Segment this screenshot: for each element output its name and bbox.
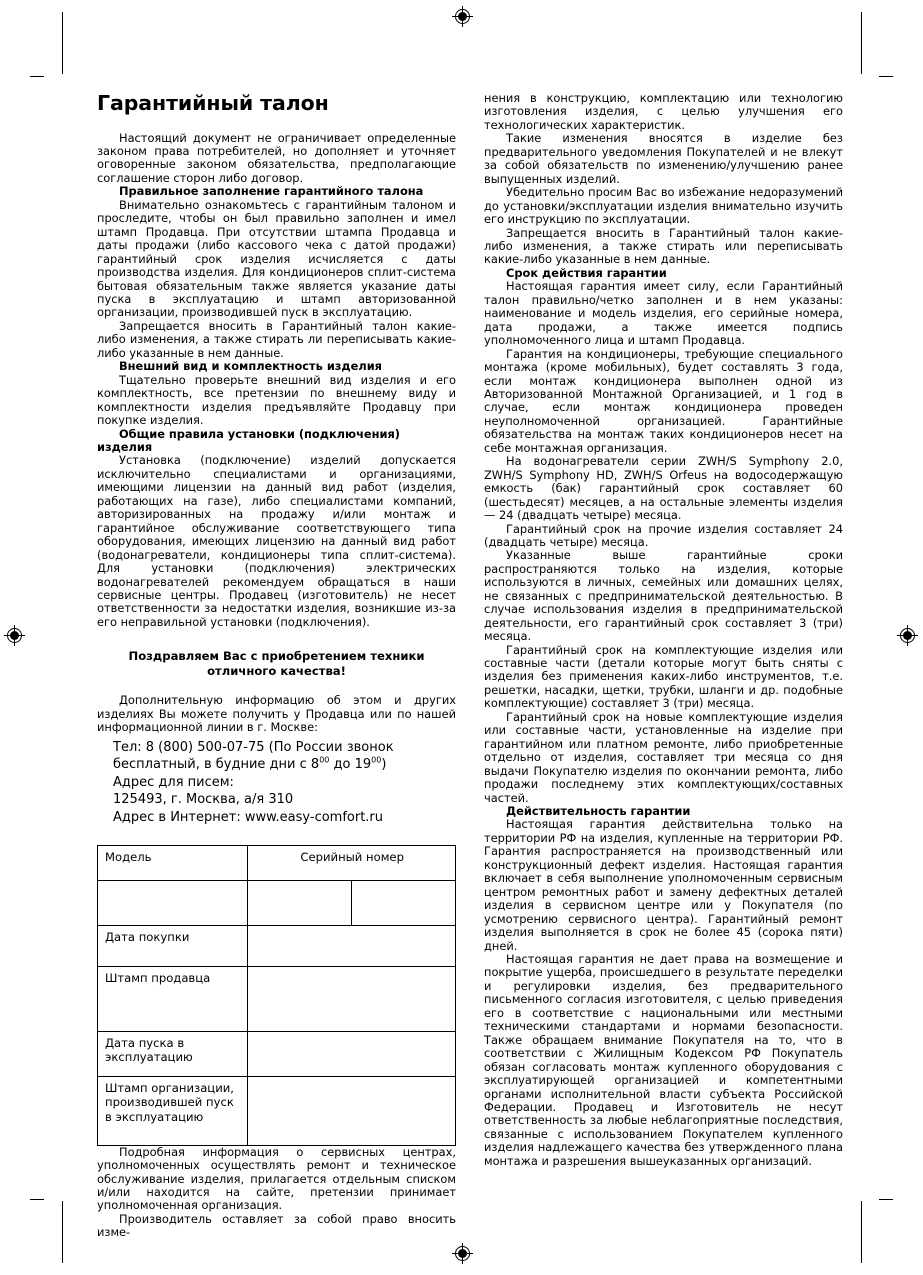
registration-target-mark-top [452, 6, 473, 27]
cell-org-stamp-value[interactable] [248, 1076, 456, 1145]
section-heading-appearance-completeness: Внешний вид и комплектность изделия [119, 359, 382, 374]
service-centers-paragraph: Подробная информация о сервисных центрах, уполномоченных осуществлять ремонт и техническое обслуживание изделия, прилагается отдельным списком и/или находится на сайте, претензии принимает уполномоченная организация. [97, 1144, 456, 1213]
cell-serial-value-a[interactable] [248, 880, 352, 925]
crop-mark-top-right-horizontal [879, 76, 893, 77]
congratulations-line-2: отличного качества! [207, 663, 346, 678]
cell-model-value[interactable] [98, 880, 248, 925]
registration-ring [7, 628, 22, 643]
right-paragraph-2: Такие изменения вносятся в изделие без предварительного уведомления Покупателей и не влекут за собой обязательств по изменению/улучшению ранее выпущенных изделий. [484, 131, 843, 186]
crop-mark-bottom-right-vertical [861, 1201, 862, 1263]
section-4-paragraph-7: Гарантийный срок на новые комплектующие изделия или составные части, установленные на изделие при гарантийном или платном ремонте, либо приобретенные отдельно от изделия, составляет три месяца со дня выдачи Покупателю изделия по окончании ремонта, либо продажи последнему этих комплектующих/составных частей. [484, 709, 843, 805]
registration-crosshair-horizontal [4, 635, 25, 636]
page-columns [97, 92, 843, 1240]
phone-hours-prefix: бесплатный, в будние дни с 8 [113, 757, 320, 773]
crop-mark-bottom-left-horizontal [30, 1199, 44, 1200]
section-5-paragraph-2: Настоящая гарантия не дает права на возмещение и покрытие ущерба, происшедшего в результате переделки и регулировки изделия, без предварительного письменного согласия изготовителя, с целью приведения его в соответствие с национальными или местными техническими стандартами и нормами безопасности. Также обращаем внимание Покупателя на то, что в соответствии с Жилищным Кодексом РФ Покупатель обязан согласовать монтаж купленного оборудования с эксплуатирующей организацией и компетентными органами исполнительной власти субъекта Российской Федерации. Продавец и Изготовитель не несут ответственность за любые неблагоприятные последствия, связанные с использованием Покупателем купленного изделия надлежащего качества без утвержденного плана монтажа и разрешения вышеуказанных организаций. [484, 952, 843, 1168]
phone-line-2 [113, 756, 456, 774]
table-row-purchase-date [98, 925, 456, 966]
table-row-org-stamp [98, 1076, 456, 1145]
warranty-form-table [97, 845, 456, 1146]
section-4-paragraph-5: Указанные выше гарантийные сроки распространяются только на изделия, которые используются в личных, семейных или домашних целях, не связанных с предпринимательской деятельностью. В случае использования изделия в предпринимательской деятельности, его гарантийный срок составляет 3 (три) месяца. [484, 548, 843, 644]
section-heading-installation-rules: Общие правила установки (подключения) изделия [97, 426, 401, 454]
registration-dot [458, 1249, 467, 1258]
table-row-model-serial-values [98, 880, 456, 925]
mail-address-value: 125493, г. Москва, а/я 310 [113, 792, 294, 808]
section-4-paragraph-1: Настоящая гарантия имеет силу, если Гарантийный талон правильно/четко заполнен и в нем указаны: наименование и модель изделия, его серийные номера, дата продажи, а также имеется подпись уполномоченного лица и штамп Продавца. [484, 279, 843, 348]
table-row-seller-stamp [98, 966, 456, 1031]
section-heading-correct-filling: Правильное заполнение гарантийного талона [119, 184, 424, 199]
crop-mark-bottom-right-horizontal [879, 1199, 893, 1200]
registration-crosshair-horizontal [897, 635, 918, 636]
contact-details [97, 739, 456, 827]
section-4-paragraph-2: Гарантия на кондиционеры, требующие специального монтажа (кроме мобильных), будет составлять 3 года, если монтаж кондиционера выполнен одной из Авторизованной Монтажной Организацией, и 1 год в случае, если монтаж кондиционера проведен неуполномоченной организацией. Гарантийные обязательства на монтаж таких кондиционеров несет на себе монтажная организация. [484, 346, 843, 455]
section-4-paragraph-6: Гарантийный срок на комплектующие изделия или составные части (детали которые могут быть сняты с изделия без применения каких-либо инструментов, т.е. решетки, насадки, щетки, трубки, шланги и др. подобные комплектующие) составляет 3 (три) месяца. [484, 642, 843, 711]
registration-crosshair-vertical [907, 625, 908, 646]
registration-ring [455, 9, 470, 24]
congratulations-line-1: Поздравляем Вас с приобретением техники [128, 649, 425, 664]
cell-seller-stamp-value[interactable] [248, 966, 456, 1031]
registration-crosshair-vertical [14, 625, 15, 646]
registration-ring [455, 1246, 470, 1261]
cell-serial-value-b[interactable] [352, 880, 456, 925]
section-heading-warranty-period: Срок действия гарантии [506, 265, 667, 280]
registration-crosshair-horizontal [452, 1253, 473, 1254]
intro-paragraph: Настоящий документ не ограничивает определенные законом права потребителей, но дополняет и уточняет оговоренные законом обязательства, предполагающие соглашение сторон либо договор. [97, 130, 456, 185]
right-paragraph-4: Запрещается вносить в Гарантийный талон какие-либо изменения, а также стирать или переписывать какие-либо указанные в нем данные. [484, 225, 843, 267]
crop-mark-top-left-vertical [62, 12, 63, 74]
cell-purchase-date-label: Дата покупки [98, 925, 248, 966]
section-3-paragraph-1: Установка (подключение) изделий допускается исключительно специалистами и организациями, имеющими лицензии на данный вид работ (изделия, работающих на газе), либо специалистами компаний, авторизированных на продажу и/или монтаж и гарантийное обслуживание соответствующего типа оборудования, имеющих лицензию на данный вид работ (водонагреватели, кондиционеры типа сплит-система). Для установки (подключения) электрических водонагревателей рекомендуем обращаться в наши сервисные центры. Продавец (изготовитель) не несет ответственности за недостатки изделия, возникшие из-за его неправильной установки (подключения). [97, 453, 456, 629]
cell-start-date-value[interactable] [248, 1031, 456, 1076]
section-1-paragraph-2: Запрещается вносить в Гарантийный талон какие-либо изменения, а также стирать ли переписывать какие-либо указанные в нем данные. [97, 318, 456, 360]
phone-hours-mid: до 19 [329, 757, 372, 773]
section-heading-warranty-validity: Действительность гарантии [506, 804, 691, 819]
registration-crosshair-vertical [462, 6, 463, 27]
additional-info-paragraph: Дополнительную информацию об этом и других изделиях Вы можете получить у Продавца или по нашей информационной линии в г. Москве: [97, 693, 456, 735]
crop-mark-top-left-horizontal [30, 76, 44, 77]
table-row-start-date [98, 1031, 456, 1076]
cell-org-stamp-label: Штамп организации, производившей пуск в эксплуатацию [98, 1076, 248, 1145]
manufacturer-changes-paragraph-continued: нения в конструкцию, комплектацию или технологию изготовления изделия, с целью улучшения его технологических характеристик. [484, 91, 843, 132]
congratulations-block [97, 649, 456, 678]
table-row-model-serial [98, 845, 456, 880]
registration-crosshair-horizontal [452, 16, 473, 17]
left-column [97, 92, 456, 1240]
section-4-paragraph-3: На водонагреватели серии ZWH/S Symphony 2.0, ZWH/S Symphony HD, ZWH/S Orfeus на водосодержащую емкость (бак) гарантийный срок составляет 60 (шестьдесят) месяцев, а на остальные элементы изделия — 24 (двадцать четыре) месяца. [484, 454, 843, 523]
phone-hours-sup-to: 00 [371, 755, 382, 765]
registration-target-mark-bottom [452, 1243, 473, 1264]
registration-dot [10, 631, 19, 640]
phone-line-1: Тел: 8 (800) 500-07-75 (По России звонок [113, 739, 394, 755]
mail-address-label: Адрес для писем: [113, 774, 234, 790]
section-1-paragraph-1: Внимательно ознакомьтесь с гарантийным талоном и проследите, чтобы он был правильно заполнен и имел штамп Продавца. При отсутствии штампа Продавца и даты продажи (либо кассового чека с датой продажи) гарантийный срок изделия исчисляется с даты производства изделия. Для кондиционеров сплит-система бытовая обязательным также является указание даты пуска в эксплуатацию и штамп авторизованной организации, производившей пуск в эксплуатацию. [97, 197, 456, 320]
cell-purchase-date-value[interactable] [248, 925, 456, 966]
cell-model-label: Модель [98, 845, 248, 880]
website-line: Адрес в Интернет: www.easy-comfort.ru [113, 810, 384, 826]
crop-mark-bottom-left-vertical [62, 1201, 63, 1263]
cell-start-date-label: Дата пуска в эксплуатацию [98, 1031, 248, 1076]
registration-ring [900, 628, 915, 643]
section-5-paragraph-1: Настоящая гарантия действительна только на территории РФ на изделия, купленные на территории РФ. Гарантия распространяется на производственный или конструкционный дефект изделия. Настоящая гарантия включает в себя выполнение уполномоченным сервисным центром ремонтных работ и замену дефектных деталей изделия в сервисном центре или у Покупателя (по усмотрению сервисного центра). Гарантийный ремонт изделия выполняется в срок не более 45 (сорока пяти) дней. [484, 817, 843, 953]
registration-dot [903, 631, 912, 640]
cell-serial-label: Серийный номер [248, 845, 456, 880]
registration-target-mark-left [4, 625, 25, 646]
manufacturer-changes-paragraph-start: Производитель оставляет за собой право вносить изме- [97, 1211, 456, 1240]
registration-dot [458, 12, 467, 21]
phone-hours-suffix: ) [381, 757, 387, 773]
page-title: Гарантийный талон [97, 91, 329, 115]
phone-hours-sup-from: 00 [319, 755, 330, 765]
cell-seller-stamp-label: Штамп продавца [98, 966, 248, 1031]
section-2-paragraph-1: Тщательно проверьте внешний вид изделия и его комплектность, все претензии по внешнему виду и комплектности изделия предъявляйте Продавцу при покупке изделия. [97, 372, 456, 428]
right-column [484, 92, 843, 1240]
registration-crosshair-vertical [462, 1243, 463, 1264]
section-4-paragraph-4: Гарантийный срок на прочие изделия составляет 24 (двадцать четыре) месяца. [484, 521, 843, 549]
registration-target-mark-right [897, 625, 918, 646]
right-paragraph-3: Убедительно просим Вас во избежание недоразумений до установки/эксплуатации изделия внимательно изучить его инструкцию по эксплуатации. [484, 185, 843, 227]
crop-mark-top-right-vertical [861, 12, 862, 74]
